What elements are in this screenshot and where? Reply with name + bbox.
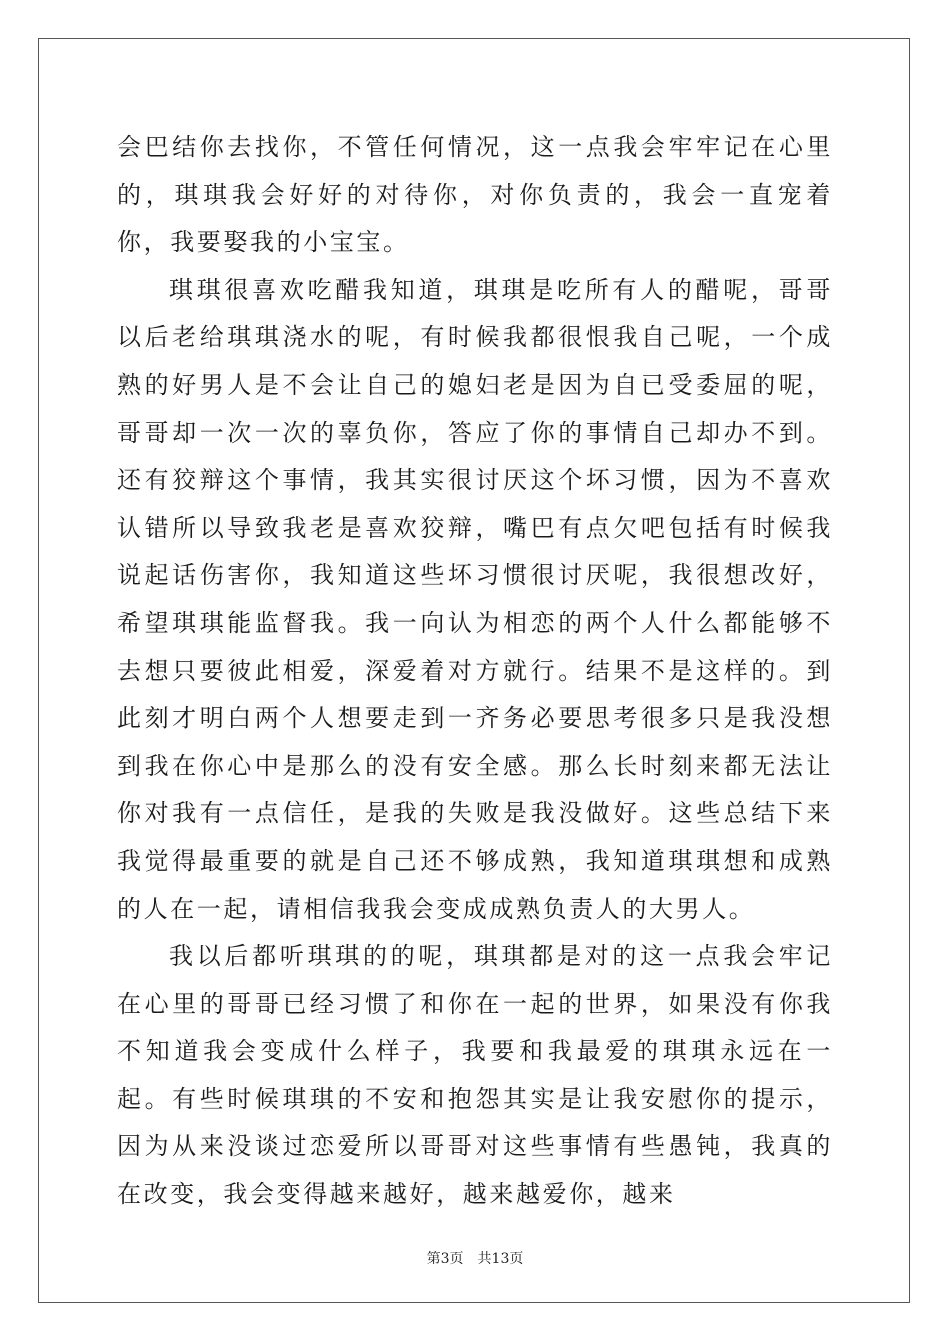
paragraph-3: 我以后都听琪琪的的呢，琪琪都是对的这一点我会牢记在心里的哥哥已经习惯了和你在一起的世界，如果没有你我不知道我会变成什么样子，我要和我最爱的琪琪永远在一起。有些时候琪琪的不安和抱怨其实是让我安慰你的提示，因为从来没谈过恋爱所以哥哥对这些事情有些愚钝，我真的在改变，我会变得越来越好，越来越爱你，越来 [117,942,833,1209]
page-number: 第3页 [426,1251,464,1267]
paragraph-2: 琪琪很喜欢吃醋我知道，琪琪是吃所有人的醋呢，哥哥以后老给琪琪浇水的呢，有时候我都很恨我自己呢，一个成熟的好男人是不会让自己的媳妇老是因为自已受委屈的呢，哥哥却一次一次的辜负你，答应了你的事情自己却办不到。还有狡辩这个事情，我其实很讨厌这个坏习惯，因为不喜欢认错所以导致我老是喜欢狡辩，嘴巴有点欠吧包括有时候我说起话伤害你，我知道这些坏习惯很讨厌呢，我很想改好，希望琪琪能监督我。我一向认为相恋的两个人什么都能够不去想只要彼此相爱，深爱着对方就行。结果不是这样的。到此刻才明白两个人想要走到一齐务必要思考很多只是我没想到我在你心中是那么的没有安全感。那么长时刻来都无法让你对我有一点信任，是我的失败是我没做好。这些总结下来我觉得最重要的就是自己还不够成熟，我知道琪琪想和成熟的人在一起，请相信我我会变成成熟负责人的大男人。 [117,275,833,923]
paragraph-1: 会巴结你去找你，不管任何情况，这一点我会牢牢记在心里的，琪琪我会好好的对待你，对你负责的，我会一直宠着你，我要娶我的小宝宝。 [117,133,833,257]
page-total: 共13页 [477,1251,524,1267]
document-body [117,124,833,1219]
page-footer [0,1248,950,1268]
